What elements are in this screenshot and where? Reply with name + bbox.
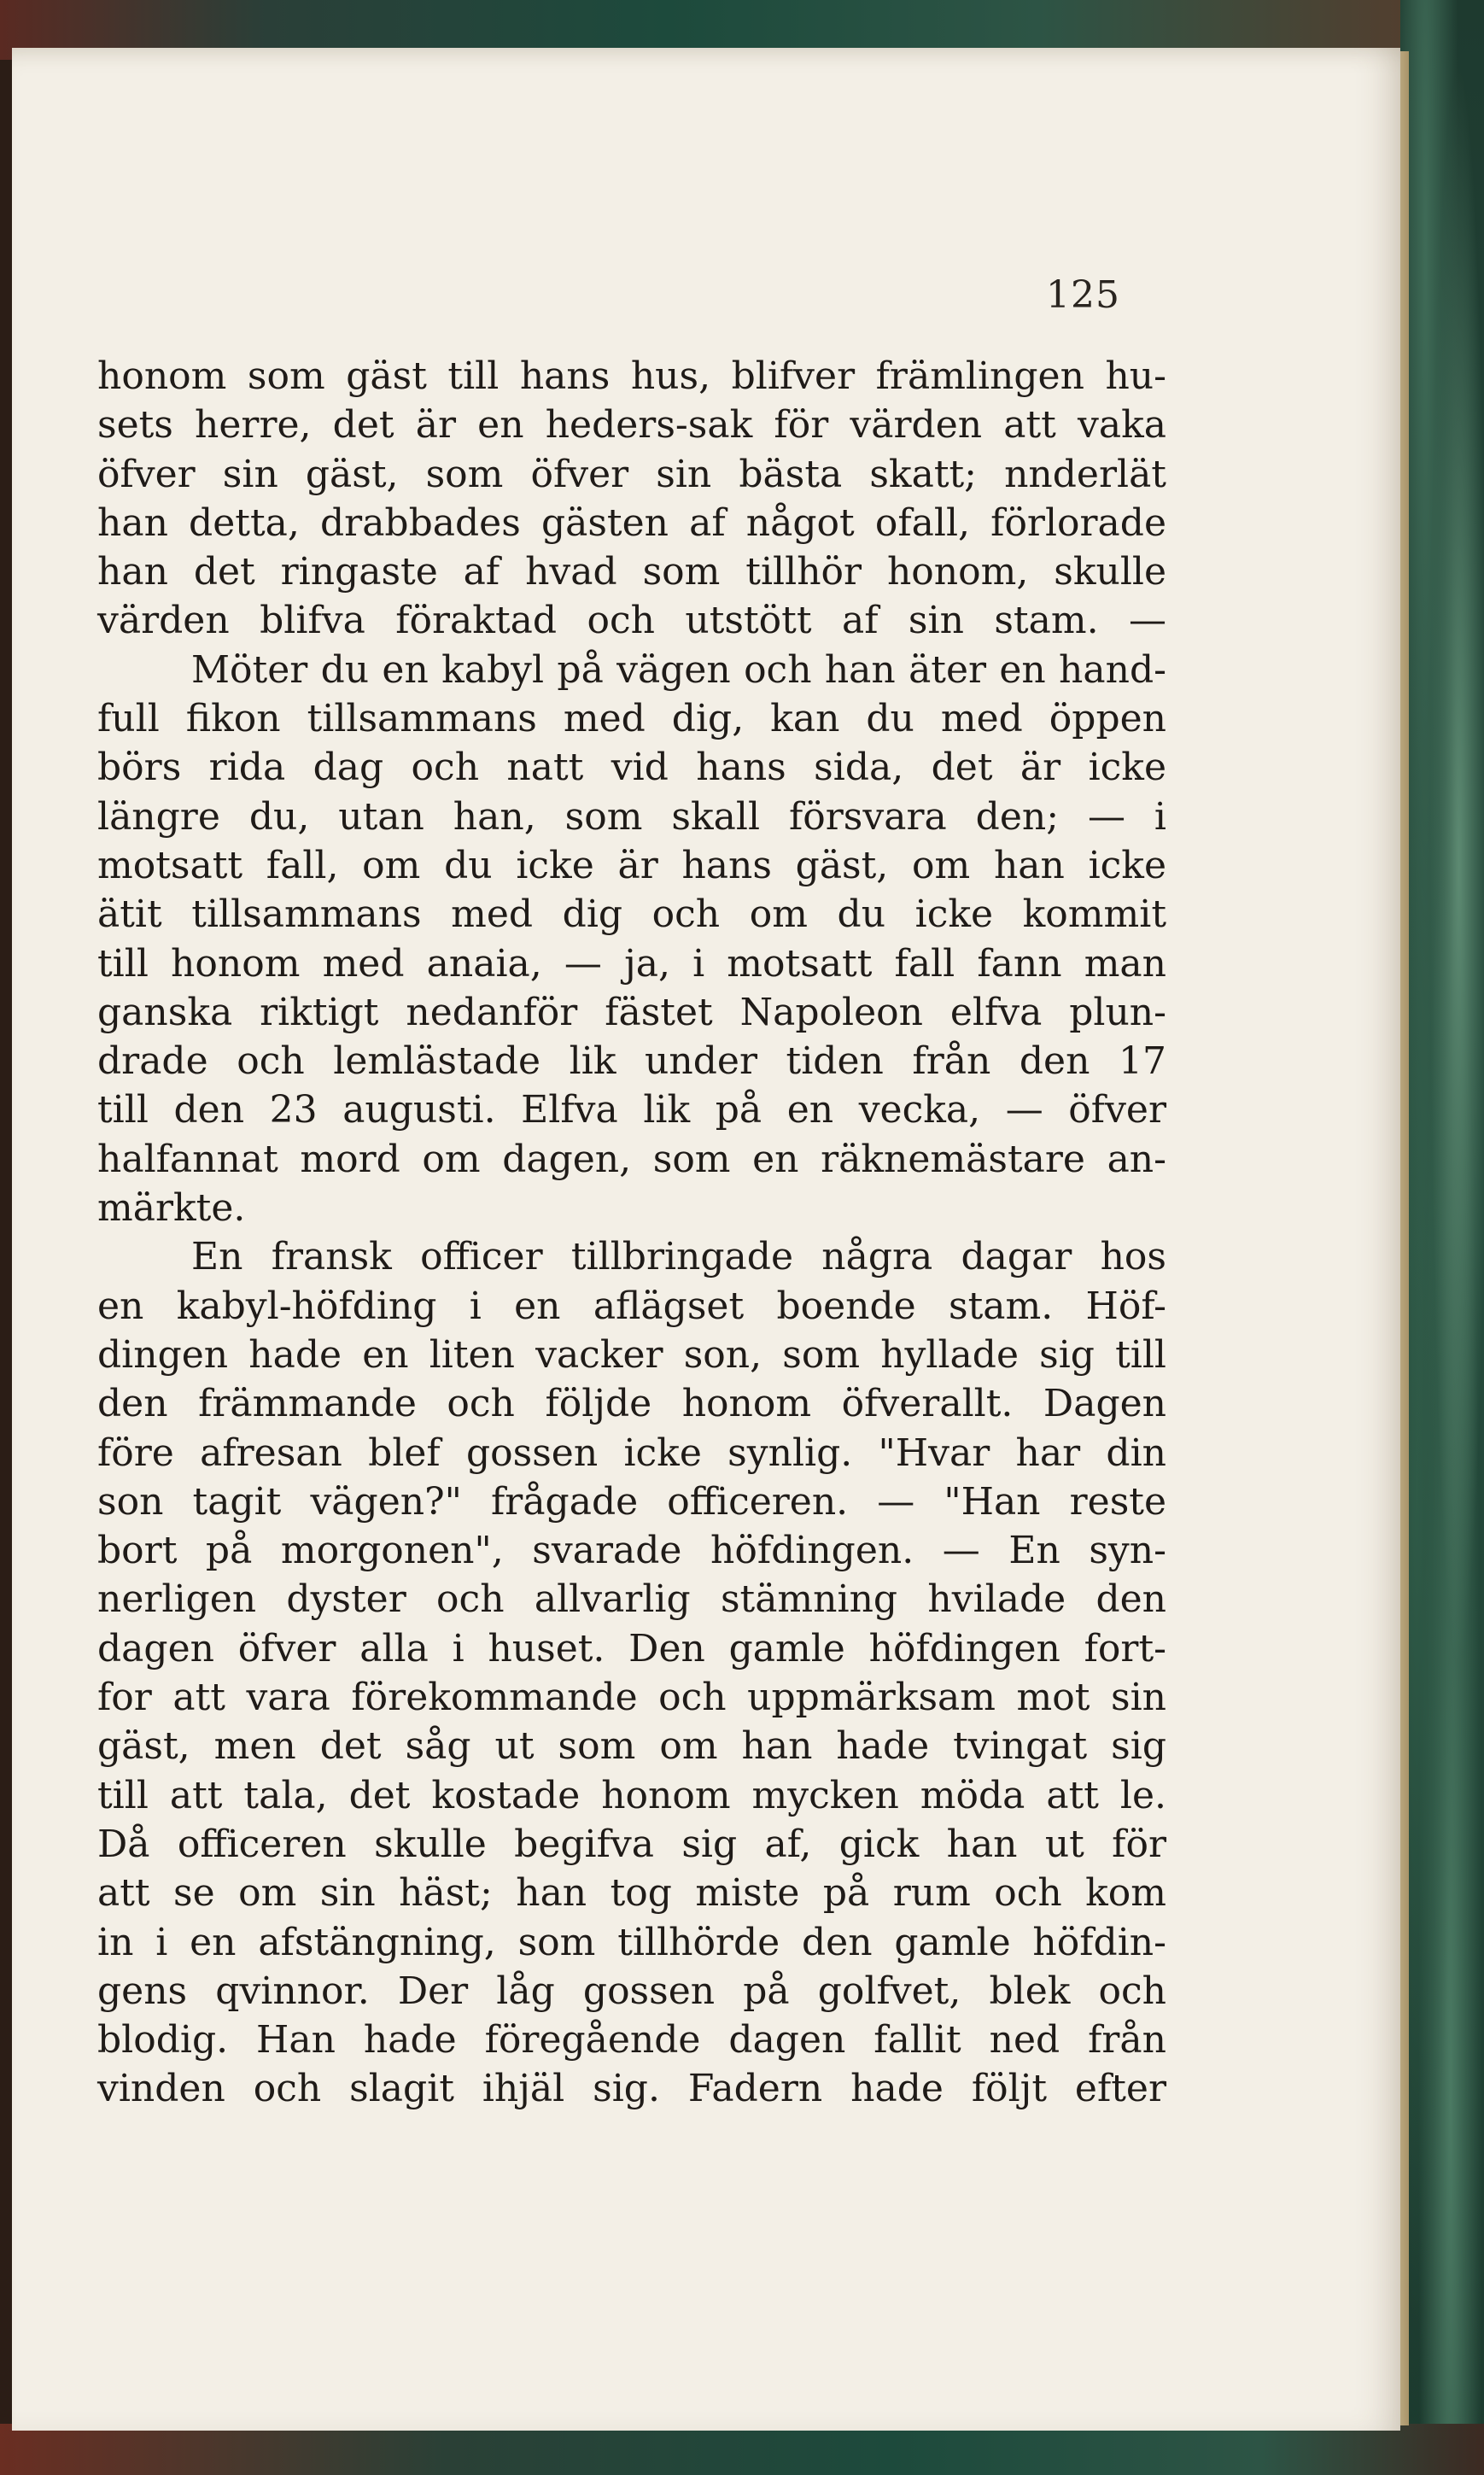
- text-line: son tagit vägen?" frågade officeren. — "Han reste: [97, 1479, 1166, 1524]
- text-line: honom som gäst till hans hus, blifver främlingen hu-: [97, 354, 1166, 398]
- text-line: börs rida dag och natt vid hans sida, det är icke: [97, 746, 1166, 790]
- text-line: till den 23 augusti. Elfva lik på en vecka, — öfver: [97, 1088, 1166, 1132]
- text-line: En fransk officer tillbringade några dagar hos: [191, 1235, 1166, 1279]
- page-number: 125: [1046, 273, 1120, 317]
- text-line: dingen hade en liten vacker son, som hyllade sig till: [97, 1332, 1166, 1377]
- book-binding-left: [0, 0, 12, 2475]
- text-line: längre du, utan han, som skall försvara den; — i: [97, 794, 1166, 839]
- text-line: motsatt fall, om du icke är hans gäst, om han icke: [97, 843, 1166, 887]
- text-line: till honom med anaia, — ja, i motsatt fall fann man: [97, 941, 1166, 986]
- text-line: Möter du en kabyl på vägen och han äter en hand-: [191, 647, 1166, 692]
- text-line: han detta, drabbades gästen af något ofall, förlorade: [97, 500, 1166, 545]
- text-line: Då officeren skulle begifva sig af, gick han ut för: [97, 1822, 1166, 1866]
- text-line: nerligen dyster och allvarlig stämning hvilade den: [97, 1577, 1166, 1622]
- book-binding-bottom: [0, 2424, 1484, 2475]
- text-line: in i en afstängning, som tillhörde den gamle höfdin-: [97, 1920, 1166, 1964]
- text-line: gens qvinnor. Der låg gossen på golfvet, blek och: [97, 1969, 1166, 2013]
- text-line: for att vara förekommande och uppmärksam mot sin: [97, 1676, 1166, 1720]
- text-line: full fikon tillsammans med dig, kan du med öppen: [97, 697, 1166, 741]
- text-line: blodig. Han hade föregående dagen fallit ned från: [97, 2018, 1166, 2062]
- text-line: till att tala, det kostade honom mycken möda att le.: [97, 1773, 1166, 1817]
- book-cover-marbled: [1400, 0, 1484, 2475]
- text-line: sets herre, det är en heders-sak för värden att vaka: [97, 403, 1166, 448]
- text-line: ganska riktigt nedanför fästet Napoleon elfva plun-: [97, 990, 1166, 1034]
- text-line: vinden och slagit ihjäl sig. Fadern hade följt efter: [97, 2067, 1166, 2111]
- text-line: han det ringaste af hvad som tillhör honom, skulle: [97, 550, 1166, 594]
- text-line: gäst, men det såg ut som om han hade tvingat sig: [97, 1724, 1166, 1769]
- text-line: före afresan blef gossen icke synlig. "Hvar har din: [97, 1431, 1166, 1475]
- text-line: öfver sin gäst, som öfver sin bästa skatt; nnderlät: [97, 452, 1166, 496]
- text-line: en kabyl-höfding i en aflägset boende stam. Höf-: [97, 1284, 1166, 1328]
- text-line: att se om sin häst; han tog miste på rum och kom: [97, 1871, 1166, 1916]
- text-line: drade och lemlästade lik under tiden från den 17: [97, 1039, 1166, 1084]
- text-line: ätit tillsammans med dig och om du icke kommit: [97, 892, 1166, 937]
- text-line: den främmande och följde honom öfverallt. Dagen: [97, 1382, 1166, 1426]
- text-line: bort på morgonen", svarade höfdingen. — En syn-: [97, 1529, 1166, 1573]
- text-line: halfannat mord om dagen, som en räknemästare an-: [97, 1137, 1166, 1181]
- text-line: dagen öfver alla i huset. Den gamle höfdingen fort-: [97, 1626, 1166, 1670]
- text-line: värden blifva föraktad och utstött af sin stam. —: [97, 599, 1166, 643]
- text-line: märkte.: [97, 1186, 246, 1231]
- body-text: [97, 352, 1166, 2114]
